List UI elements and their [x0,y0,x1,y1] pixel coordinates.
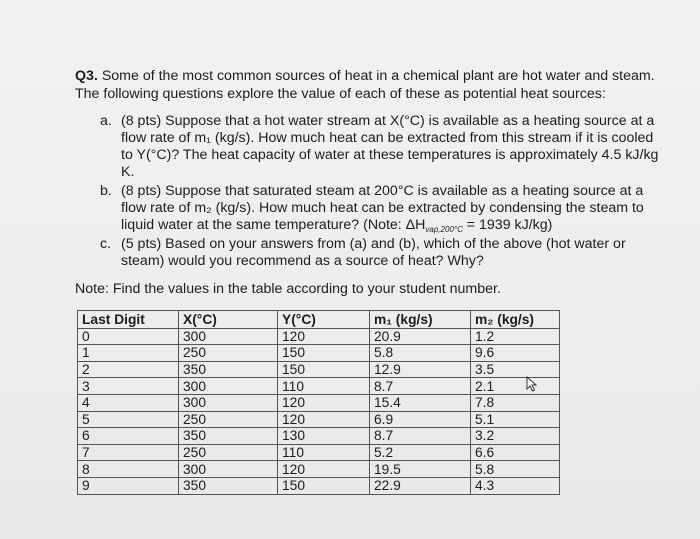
table-cell: 350 [179,477,278,494]
table-row [78,378,560,395]
mouse-pointer-icon [525,376,539,392]
table-cell: 1 [78,345,179,362]
table-cell: 300 [179,378,278,395]
table-cell: 120 [278,394,370,411]
table-cell: 250 [179,411,278,428]
part-a [100,113,665,181]
table-cell: 0 [78,328,179,345]
question-intro-text: Some of the most common sources of heat in a chemical plant are hot water and steam. The following questions explore the value of each of these as potential heat sources: [75,68,655,102]
table-cell: 12.9 [370,361,471,378]
table-row [78,345,560,362]
table-cell: 6.6 [471,444,560,461]
table-cell: 300 [179,394,278,411]
table-cell: 5.8 [471,461,560,478]
part-b-text-post: = 1939 kJ/kg) [462,217,553,233]
table-cell: 8.7 [370,378,471,395]
table-cell: 8 [78,461,179,478]
part-b-subscript: vap,200°C [425,225,463,234]
part-b-text-pre: (8 pts) Suppose that saturated steam at 200°C is available as a heating source at a flow rate of m₂ (kg/s). How much heat can be extracted by condensing the steam to liquid water at the same temperature? (Note: ΔH [121,183,644,233]
table-cell: 5.8 [370,345,471,362]
table-cell: 15.4 [370,394,471,411]
part-a-label: a. [100,113,112,129]
table-cell: 6.9 [370,411,471,428]
table-header-row [78,311,560,329]
table-cell: 3.5 [471,361,560,378]
part-c-label: c. [100,236,112,252]
table-row [78,461,560,478]
table-cell: 7 [78,444,179,461]
table-note: Note: Find the values in the table according to your student number. [75,281,501,297]
values-table [77,310,560,495]
table-cell: 20.9 [370,328,471,345]
header-y: Y(°C) [278,311,370,329]
table-cell: 300 [179,461,278,478]
table-cell: 7.8 [471,394,560,411]
table-cell: 1.2 [471,328,560,345]
part-b-text [121,183,665,238]
table-cell: 110 [278,444,370,461]
table-cell: 250 [179,444,278,461]
table-cell: 9 [78,477,179,494]
table-row [78,411,560,428]
table-cell: 120 [278,461,370,478]
table-cell: 8.7 [370,428,471,445]
table-cell: 19.5 [370,461,471,478]
table-cell: 5.2 [370,444,471,461]
table-cell: 5.1 [471,411,560,428]
table-row [78,444,560,461]
table-cell: 4.3 [471,477,560,494]
table-cell: 9.6 [471,345,560,362]
header-x: X(°C) [179,311,278,329]
table-row [78,394,560,411]
header-last-digit: Last Digit [78,311,179,329]
table-cell: 120 [278,328,370,345]
table-cell: 120 [278,411,370,428]
table-cell: 300 [179,328,278,345]
table-cell: 350 [179,361,278,378]
table-cell: 130 [278,428,370,445]
table-cell: 22.9 [370,477,471,494]
table-cell: 3.2 [471,428,560,445]
table-row [78,428,560,445]
question-intro [75,67,675,103]
table-cell: 150 [278,361,370,378]
part-a-text: (8 pts) Suppose that a hot water stream at X(°C) is available as a heating source at a flow rate of m₁ (kg/s). How much heat can be extracted from this stream if it is cooled to Y(°C)? The heat capacity of water at these temperatures is approximately 4.5 kJ/kg K. [121,113,659,180]
table-row [78,477,560,494]
table-cell: 2.1 [471,378,560,395]
table-cell: 150 [278,345,370,362]
table-cell: 4 [78,394,179,411]
table-cell: 350 [179,428,278,445]
part-c [100,236,665,270]
table-cell: 250 [179,345,278,362]
table-cell: 2 [78,361,179,378]
part-b [100,183,665,238]
table-cell: 5 [78,411,179,428]
table-cell: 3 [78,378,179,395]
table-cell: 6 [78,428,179,445]
header-m2: m₂ (kg/s) [471,311,560,329]
part-b-label: b. [100,183,112,199]
question-number: Q3. [75,68,98,84]
table-cell: 110 [278,378,370,395]
table-cell: 150 [278,477,370,494]
table-row [78,328,560,345]
table-row [78,361,560,378]
part-c-text: (5 pts) Based on your answers from (a) and (b), which of the above (hot water or steam) would you recommend as a source of heat? Why? [121,236,626,269]
header-m1: m₁ (kg/s) [370,311,471,329]
